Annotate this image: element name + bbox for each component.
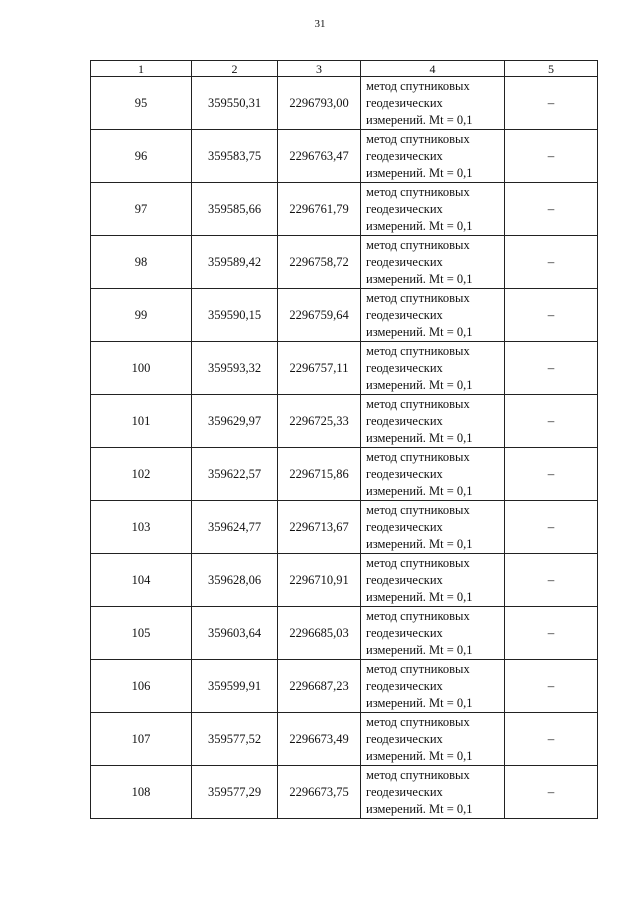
table-row: [91, 342, 598, 395]
column-header-1: 1: [91, 61, 192, 77]
method-line: измерений. Mt = 0,1: [366, 271, 473, 286]
method-cell: [361, 766, 505, 819]
method-cell: [361, 713, 505, 766]
coordinates-table: [90, 60, 598, 819]
method-line: метод спутниковых: [366, 767, 470, 782]
method-line: измерений. Mt = 0,1: [366, 165, 473, 180]
column-5-cell: –: [505, 554, 598, 607]
column-5-cell: –: [505, 660, 598, 713]
point-number-cell: 99: [91, 289, 192, 342]
method-cell: [361, 342, 505, 395]
y-coordinate-cell: 2296758,72: [278, 236, 361, 289]
y-coordinate-cell: 2296763,47: [278, 130, 361, 183]
point-number-cell: 101: [91, 395, 192, 448]
method-line: геодезических: [366, 572, 443, 587]
method-line: метод спутниковых: [366, 714, 470, 729]
column-5-cell: –: [505, 289, 598, 342]
table-row: [91, 501, 598, 554]
method-line: метод спутниковых: [366, 396, 470, 411]
method-line: метод спутниковых: [366, 131, 470, 146]
y-coordinate-cell: 2296673,49: [278, 713, 361, 766]
x-coordinate-cell: 359583,75: [192, 130, 278, 183]
x-coordinate-cell: 359589,42: [192, 236, 278, 289]
table-row: [91, 77, 598, 130]
point-number-cell: 95: [91, 77, 192, 130]
method-line: измерений. Mt = 0,1: [366, 642, 473, 657]
point-number-cell: 98: [91, 236, 192, 289]
table-row: [91, 395, 598, 448]
method-cell: [361, 501, 505, 554]
table-body: [91, 77, 598, 819]
method-line: метод спутниковых: [366, 661, 470, 676]
method-line: измерений. Mt = 0,1: [366, 430, 473, 445]
x-coordinate-cell: 359624,77: [192, 501, 278, 554]
point-number-cell: 100: [91, 342, 192, 395]
column-5-cell: –: [505, 77, 598, 130]
method-line: метод спутниковых: [366, 555, 470, 570]
point-number-cell: 104: [91, 554, 192, 607]
method-line: измерений. Mt = 0,1: [366, 536, 473, 551]
column-5-cell: –: [505, 395, 598, 448]
method-line: метод спутниковых: [366, 290, 470, 305]
method-cell: [361, 448, 505, 501]
table-row: [91, 183, 598, 236]
table-row: [91, 289, 598, 342]
x-coordinate-cell: 359599,91: [192, 660, 278, 713]
method-line: измерений. Mt = 0,1: [366, 112, 473, 127]
y-coordinate-cell: 2296715,86: [278, 448, 361, 501]
x-coordinate-cell: 359585,66: [192, 183, 278, 236]
y-coordinate-cell: 2296725,33: [278, 395, 361, 448]
method-line: измерений. Mt = 0,1: [366, 324, 473, 339]
method-line: геодезических: [366, 254, 443, 269]
method-line: измерений. Mt = 0,1: [366, 483, 473, 498]
table-row: [91, 554, 598, 607]
y-coordinate-cell: 2296759,64: [278, 289, 361, 342]
column-5-cell: –: [505, 607, 598, 660]
point-number-cell: 96: [91, 130, 192, 183]
table-row: [91, 660, 598, 713]
column-5-cell: –: [505, 183, 598, 236]
method-line: метод спутниковых: [366, 343, 470, 358]
method-line: метод спутниковых: [366, 237, 470, 252]
method-line: измерений. Mt = 0,1: [366, 589, 473, 604]
method-cell: [361, 660, 505, 713]
point-number-cell: 103: [91, 501, 192, 554]
y-coordinate-cell: 2296793,00: [278, 77, 361, 130]
method-cell: [361, 289, 505, 342]
method-line: измерений. Mt = 0,1: [366, 377, 473, 392]
column-5-cell: –: [505, 713, 598, 766]
y-coordinate-cell: 2296673,75: [278, 766, 361, 819]
column-5-cell: –: [505, 448, 598, 501]
method-line: геодезических: [366, 360, 443, 375]
method-cell: [361, 607, 505, 660]
point-number-cell: 107: [91, 713, 192, 766]
method-line: геодезических: [366, 784, 443, 799]
method-cell: [361, 77, 505, 130]
point-number-cell: 108: [91, 766, 192, 819]
column-header-3: 3: [278, 61, 361, 77]
method-cell: [361, 130, 505, 183]
method-line: метод спутниковых: [366, 502, 470, 517]
column-header-5: 5: [505, 61, 598, 77]
method-line: геодезических: [366, 731, 443, 746]
method-line: геодезических: [366, 519, 443, 534]
x-coordinate-cell: 359590,15: [192, 289, 278, 342]
point-number-cell: 97: [91, 183, 192, 236]
table-row: [91, 607, 598, 660]
method-cell: [361, 395, 505, 448]
table-row: [91, 448, 598, 501]
y-coordinate-cell: 2296713,67: [278, 501, 361, 554]
x-coordinate-cell: 359593,32: [192, 342, 278, 395]
y-coordinate-cell: 2296710,91: [278, 554, 361, 607]
point-number-cell: 106: [91, 660, 192, 713]
x-coordinate-cell: 359550,31: [192, 77, 278, 130]
x-coordinate-cell: 359577,52: [192, 713, 278, 766]
method-line: измерений. Mt = 0,1: [366, 695, 473, 710]
method-cell: [361, 554, 505, 607]
column-header-2: 2: [192, 61, 278, 77]
x-coordinate-cell: 359622,57: [192, 448, 278, 501]
column-header-4: 4: [361, 61, 505, 77]
table-row: [91, 130, 598, 183]
x-coordinate-cell: 359629,97: [192, 395, 278, 448]
method-line: геодезических: [366, 413, 443, 428]
method-line: геодезических: [366, 95, 443, 110]
method-line: геодезических: [366, 466, 443, 481]
y-coordinate-cell: 2296757,11: [278, 342, 361, 395]
method-line: геодезических: [366, 307, 443, 322]
method-line: измерений. Mt = 0,1: [366, 748, 473, 763]
method-line: измерений. Mt = 0,1: [366, 218, 473, 233]
method-line: метод спутниковых: [366, 608, 470, 623]
column-5-cell: –: [505, 501, 598, 554]
table-row: [91, 713, 598, 766]
x-coordinate-cell: 359577,29: [192, 766, 278, 819]
page-number: 31: [314, 18, 326, 30]
method-line: измерений. Mt = 0,1: [366, 801, 473, 816]
y-coordinate-cell: 2296687,23: [278, 660, 361, 713]
method-line: метод спутниковых: [366, 184, 470, 199]
y-coordinate-cell: 2296761,79: [278, 183, 361, 236]
method-line: метод спутниковых: [366, 78, 470, 93]
method-line: геодезических: [366, 201, 443, 216]
y-coordinate-cell: 2296685,03: [278, 607, 361, 660]
column-5-cell: –: [505, 766, 598, 819]
x-coordinate-cell: 359628,06: [192, 554, 278, 607]
column-5-cell: –: [505, 130, 598, 183]
column-5-cell: –: [505, 236, 598, 289]
x-coordinate-cell: 359603,64: [192, 607, 278, 660]
method-cell: [361, 183, 505, 236]
table-header-row: [91, 61, 598, 77]
table-row: [91, 766, 598, 819]
method-line: геодезических: [366, 678, 443, 693]
table-row: [91, 236, 598, 289]
method-line: геодезических: [366, 625, 443, 640]
column-5-cell: –: [505, 342, 598, 395]
method-line: метод спутниковых: [366, 449, 470, 464]
method-line: геодезических: [366, 148, 443, 163]
point-number-cell: 105: [91, 607, 192, 660]
point-number-cell: 102: [91, 448, 192, 501]
method-cell: [361, 236, 505, 289]
